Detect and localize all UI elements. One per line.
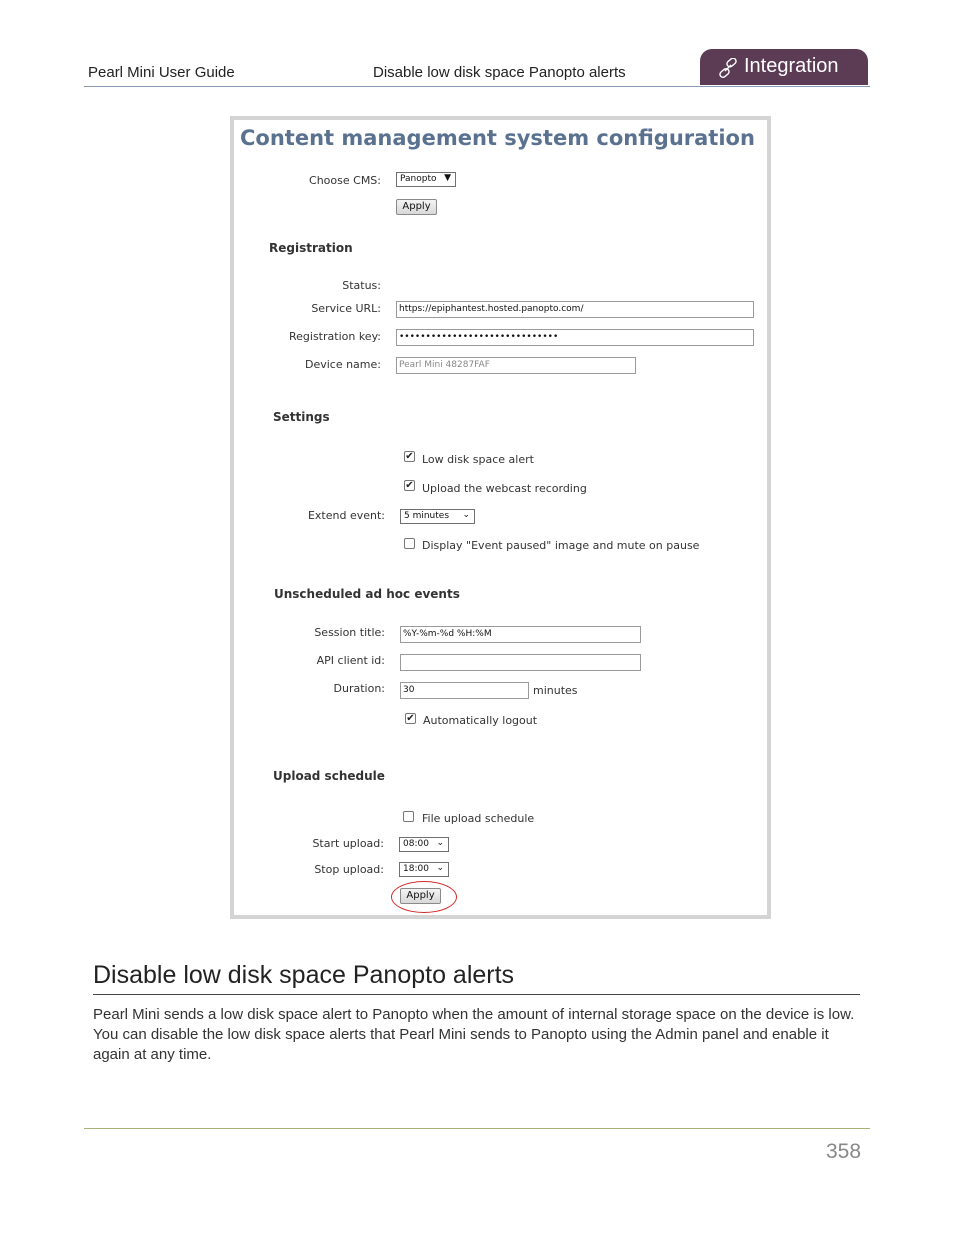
page-number: 358: [826, 1140, 862, 1163]
device-name-input[interactable]: Pearl Mini 48287FAF: [396, 357, 636, 374]
auto-logout-label: Automatically logout: [423, 714, 538, 727]
section-paragraph: Pearl Mini sends a low disk space alert to Panopto when the amount of internal storage space on the device is low. You can disable the low disk space alerts that Pearl Mini sends to Panopto using the Admin panel and enable it again at any time.: [93, 1006, 855, 1063]
dropdown-arrow-icon: ▼: [444, 173, 451, 183]
stop-upload-value: 18:00: [403, 864, 429, 874]
extend-event-value: 5 minutes: [404, 511, 450, 521]
upload-webcast-checkbox[interactable]: [404, 480, 415, 491]
checkmark-icon: ✔: [406, 713, 415, 724]
display-paused-checkbox[interactable]: [404, 538, 415, 549]
heading-rule: [93, 994, 860, 995]
file-upload-schedule-label: File upload schedule: [422, 812, 535, 825]
duration-unit: minutes: [533, 684, 578, 697]
chapter-tab-label: Integration: [744, 55, 839, 77]
settings-heading: Settings: [273, 410, 330, 424]
start-upload-value: 08:00: [403, 839, 429, 849]
highlight-circle: [391, 881, 457, 913]
chapter-tab: [700, 49, 868, 85]
apply-cms-button[interactable]: Apply: [396, 199, 437, 215]
service-url-input[interactable]: https://epiphantest.hosted.panopto.com/: [396, 301, 754, 318]
choose-cms-select[interactable]: [396, 172, 456, 187]
registration-key-input[interactable]: ••••••••••••••••••••••••••••••: [396, 329, 754, 346]
running-section-title: Disable low disk space Panopto alerts: [373, 64, 626, 81]
adhoc-events-heading: Unscheduled ad hoc events: [274, 587, 460, 601]
display-paused-label: Display "Event paused" image and mute on pause: [422, 539, 700, 552]
service-url-label: Service URL:: [311, 302, 381, 315]
upload-webcast-label: Upload the webcast recording: [422, 482, 587, 495]
header-rule: [84, 86, 870, 87]
duration-input[interactable]: 30: [400, 682, 529, 699]
chevron-down-icon: ⌄: [436, 838, 444, 848]
low-disk-alert-label: Low disk space alert: [422, 453, 534, 466]
choose-cms-value: Panopto: [400, 174, 437, 184]
checkmark-icon: ✔: [405, 451, 414, 462]
duration-label: Duration:: [333, 682, 385, 695]
footer-rule: [84, 1128, 870, 1129]
stop-upload-select[interactable]: [399, 862, 449, 877]
cms-config-title: Content management system configuration: [240, 126, 755, 150]
extend-event-label: Extend event:: [307, 509, 385, 522]
start-upload-select[interactable]: [399, 837, 449, 852]
guide-title: Pearl Mini User Guide: [88, 64, 235, 81]
status-label: Status:: [342, 279, 381, 292]
apply-settings-button[interactable]: Apply: [400, 888, 441, 904]
file-upload-schedule-checkbox[interactable]: [403, 811, 414, 822]
checkmark-icon: ✔: [405, 480, 414, 491]
upload-schedule-heading: Upload schedule: [273, 769, 385, 783]
stop-upload-label: Stop upload:: [314, 863, 384, 876]
auto-logout-checkbox[interactable]: [405, 713, 416, 724]
session-title-label: Session title:: [314, 626, 385, 639]
cms-configuration-screenshot: [230, 116, 771, 919]
low-disk-alert-checkbox[interactable]: [404, 451, 415, 462]
extend-event-select[interactable]: [400, 509, 475, 524]
chevron-down-icon: ⌄: [436, 863, 444, 873]
api-client-id-label: API client id:: [316, 654, 385, 667]
session-title-input[interactable]: %Y-%m-%d %H:%M: [400, 626, 641, 643]
device-name-label: Device name:: [304, 358, 381, 371]
registration-key-label: Registration key:: [289, 330, 381, 343]
link-icon: [718, 58, 738, 78]
choose-cms-label: Choose CMS:: [309, 174, 381, 187]
api-client-id-input[interactable]: [400, 654, 641, 671]
section-heading: Disable low disk space Panopto alerts: [93, 961, 515, 989]
start-upload-label: Start upload:: [312, 837, 384, 850]
chevron-down-icon: ⌄: [462, 510, 470, 520]
registration-heading: Registration: [269, 241, 353, 255]
